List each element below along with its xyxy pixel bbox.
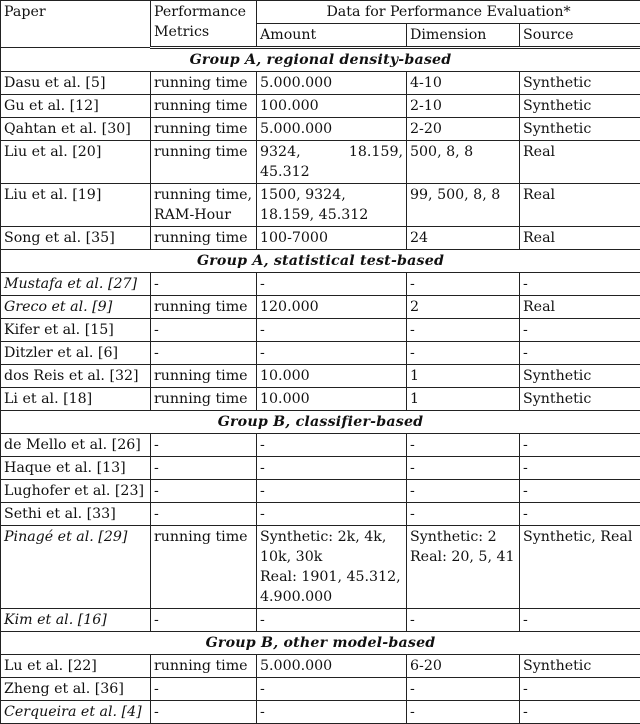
cell-source: -: [520, 342, 640, 365]
table-row: [1, 480, 640, 503]
cell-metrics: -: [151, 678, 257, 701]
cell-paper: Liu et al. [20]: [1, 141, 151, 184]
group-row: [1, 632, 640, 655]
table-row: [1, 273, 640, 296]
cell-metrics: -: [151, 480, 257, 503]
cell-source: -: [520, 503, 640, 526]
cell-dimension: -: [407, 319, 520, 342]
table-row: [1, 95, 640, 118]
cell-metrics: running time: [151, 118, 257, 141]
cell-source: -: [520, 701, 640, 724]
table-row: [1, 503, 640, 526]
table-row: [1, 118, 640, 141]
cell-amount: 9324, 18.159, 45.312: [257, 141, 407, 184]
cell-amount: -: [257, 503, 407, 526]
group-title: Group B, classifier-based: [1, 411, 640, 434]
cell-paper: Kifer et al. [15]: [1, 319, 151, 342]
cell-metrics: -: [151, 609, 257, 632]
table-row: [1, 296, 640, 319]
cell-paper: Qahtan et al. [30]: [1, 118, 151, 141]
header-paper: Paper: [1, 1, 151, 48]
cell-source: Synthetic: [520, 655, 640, 678]
cell-amount: -: [257, 342, 407, 365]
group-row: [1, 250, 640, 273]
cell-metrics: running time: [151, 227, 257, 250]
cell-source: -: [520, 273, 640, 296]
cell-paper: Mustafa et al. [27]: [1, 273, 151, 296]
cell-source: Synthetic: [520, 118, 640, 141]
group-row: [1, 48, 640, 72]
cell-dimension: -: [407, 457, 520, 480]
cell-dimension: 1: [407, 365, 520, 388]
table-row: [1, 609, 640, 632]
cell-paper: Haque et al. [13]: [1, 457, 151, 480]
table-row: [1, 227, 640, 250]
cell-paper: Kim et al. [16]: [1, 609, 151, 632]
cell-source: Synthetic, Real: [520, 526, 640, 609]
cell-dimension: -: [407, 342, 520, 365]
group-title: Group A, statistical test-based: [1, 250, 640, 273]
cell-metrics: running time: [151, 388, 257, 411]
group-title: Group A, regional density-based: [1, 48, 640, 72]
cell-source: -: [520, 319, 640, 342]
cell-source: -: [520, 434, 640, 457]
cell-metrics: running time: [151, 95, 257, 118]
cell-dimension: 24: [407, 227, 520, 250]
cell-dimension: 6-20: [407, 655, 520, 678]
cell-paper: Dasu et al. [5]: [1, 72, 151, 95]
cell-metrics: running time: [151, 365, 257, 388]
cell-dimension: -: [407, 701, 520, 724]
table-row: [1, 342, 640, 365]
cell-metrics: -: [151, 503, 257, 526]
cell-amount: -: [257, 273, 407, 296]
cell-source: -: [520, 609, 640, 632]
cell-paper: Lughofer et al. [23]: [1, 480, 151, 503]
cell-paper: dos Reis et al. [32]: [1, 365, 151, 388]
cell-dimension: 500, 8, 8: [407, 141, 520, 184]
cell-paper: Greco et al. [9]: [1, 296, 151, 319]
cell-metrics: -: [151, 434, 257, 457]
table-row: [1, 365, 640, 388]
cell-amount: 100.000: [257, 95, 407, 118]
cell-source: Synthetic: [520, 72, 640, 95]
cell-amount: Synthetic: 2k, 4k, 10k, 30k Real: 1901, 45.312, 4.900.000: [257, 526, 407, 609]
header-metrics: Performance Metrics: [151, 1, 257, 48]
cell-source: Real: [520, 227, 640, 250]
table-row: [1, 701, 640, 724]
cell-source: Real: [520, 184, 640, 227]
table-row: [1, 72, 640, 95]
cell-dimension: -: [407, 503, 520, 526]
cell-dimension: -: [407, 434, 520, 457]
cell-amount: 1500, 9324, 18.159, 45.312: [257, 184, 407, 227]
cell-metrics: -: [151, 457, 257, 480]
table-header: [1, 1, 640, 48]
cell-amount: -: [257, 609, 407, 632]
cell-source: -: [520, 480, 640, 503]
cell-paper: Li et al. [18]: [1, 388, 151, 411]
cell-paper: Cerqueira et al. [4]: [1, 701, 151, 724]
table-row: [1, 388, 640, 411]
group-row: [1, 411, 640, 434]
cell-amount: 5.000.000: [257, 655, 407, 678]
cell-amount: 100-7000: [257, 227, 407, 250]
header-data-group: Data for Performance Evaluation*: [257, 1, 640, 24]
table-row: [1, 319, 640, 342]
cell-source: Real: [520, 141, 640, 184]
cell-dimension: -: [407, 609, 520, 632]
cell-amount: -: [257, 678, 407, 701]
cell-dimension: 99, 500, 8, 8: [407, 184, 520, 227]
table-row: [1, 184, 640, 227]
cell-dimension: 4-10: [407, 72, 520, 95]
cell-paper: Pinagé et al. [29]: [1, 526, 151, 609]
cell-metrics: -: [151, 701, 257, 724]
cell-dimension: -: [407, 273, 520, 296]
cell-dimension: 2-20: [407, 118, 520, 141]
cell-amount: 10.000: [257, 365, 407, 388]
cell-metrics: running time: [151, 141, 257, 184]
cell-paper: de Mello et al. [26]: [1, 434, 151, 457]
table-row: [1, 434, 640, 457]
cell-dimension: -: [407, 678, 520, 701]
table-row: [1, 457, 640, 480]
cell-metrics: -: [151, 319, 257, 342]
cell-metrics: -: [151, 273, 257, 296]
cell-source: Synthetic: [520, 388, 640, 411]
cell-amount: 120.000: [257, 296, 407, 319]
cell-amount: -: [257, 480, 407, 503]
cell-paper: Sethi et al. [33]: [1, 503, 151, 526]
cell-metrics: running time: [151, 72, 257, 95]
table-body: [1, 48, 640, 724]
cell-source: Synthetic: [520, 365, 640, 388]
cell-paper: Zheng et al. [36]: [1, 678, 151, 701]
table-row: [1, 655, 640, 678]
cell-dimension: 2: [407, 296, 520, 319]
cell-paper: Lu et al. [22]: [1, 655, 151, 678]
header-dimension: Dimension: [407, 24, 520, 48]
cell-metrics: running time, RAM-Hour: [151, 184, 257, 227]
cell-amount: 5.000.000: [257, 72, 407, 95]
cell-source: Synthetic: [520, 95, 640, 118]
cell-paper: Gu et al. [12]: [1, 95, 151, 118]
table-row: [1, 141, 640, 184]
cell-amount: -: [257, 319, 407, 342]
cell-metrics: running time: [151, 655, 257, 678]
cell-dimension: -: [407, 480, 520, 503]
cell-source: -: [520, 678, 640, 701]
cell-metrics: running time: [151, 526, 257, 609]
cell-metrics: -: [151, 342, 257, 365]
cell-amount: -: [257, 434, 407, 457]
group-title: Group B, other model-based: [1, 632, 640, 655]
table-row: [1, 678, 640, 701]
cell-dimension: Synthetic: 2 Real: 20, 5, 41: [407, 526, 520, 609]
cell-amount: 5.000.000: [257, 118, 407, 141]
header-amount: Amount: [257, 24, 407, 48]
cell-paper: Ditzler et al. [6]: [1, 342, 151, 365]
cell-dimension: 1: [407, 388, 520, 411]
cell-amount: 10.000: [257, 388, 407, 411]
cell-metrics: running time: [151, 296, 257, 319]
cell-paper: Song et al. [35]: [1, 227, 151, 250]
cell-source: Real: [520, 296, 640, 319]
header-source: Source: [520, 24, 640, 48]
cell-paper: Liu et al. [19]: [1, 184, 151, 227]
table-row: [1, 526, 640, 609]
cell-dimension: 2-10: [407, 95, 520, 118]
cell-amount: -: [257, 457, 407, 480]
cell-source: -: [520, 457, 640, 480]
cell-amount: -: [257, 701, 407, 724]
